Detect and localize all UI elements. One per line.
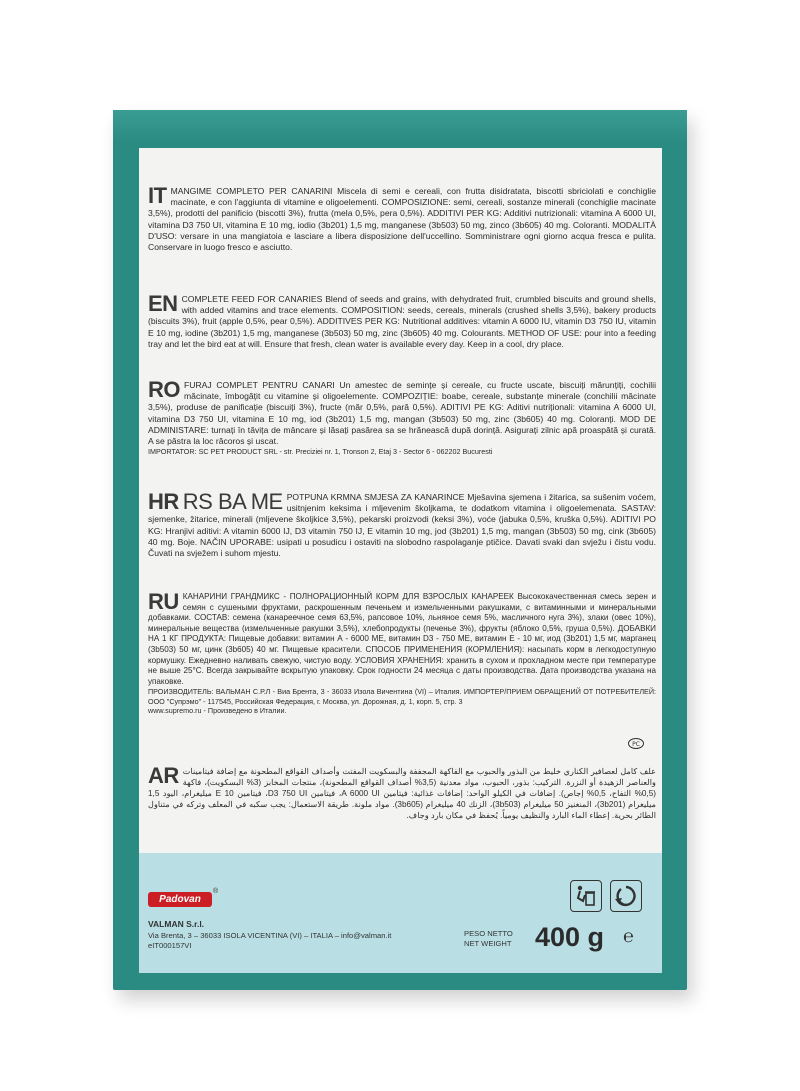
net-weight-label-it: PESO NETTO: [464, 929, 513, 938]
section-ru-text: КАНАРИНИ ГРАНДМИКС - ПОЛНОРАЦИОННЫЙ КОРМ ДЛЯ ВЗРОСЛЫХ КАНАРЕЕК Высококачественная смесь зерен и семян с сушеными фруктами, раскрошенным печеньем и измельченными ракушками, с витаминными и минеральными добавками. СОСТАВ: семена (канареечное семя 63,5%, рапсовое 10%, льняное семя 5%, масличного нуга 3%), злаки (овес 10%), минеральные вещества (измельченные ракушки 3,5%), хлебопродукты (печенье 3%), фрукты (яблоко 0,5%, груша 0,5%). ДОБАВКИ НА 1 КГ ПРОДУКТА: Пищевые добавки: витамин А - 6000 МЕ, витамин D3 - 750 МЕ, витамин Е - 10 мг, иод (3b201) 1,5 мг, марганец (3b503) 50 мг, цинк (3b605) 40 мг. Пищевые красители. СПОСОБ ПРИМЕНЕНИЯ (КОРМЛЕНИЯ): насыпать корм в легкодоступную кормушку. Ежедневно наливать свежую, чистую воду. УСЛОВИЯ ХРАНЕНИЯ: хранить в сухом и прохладном месте при температуре не выше 25°С. Всегда закрывайте вскрытую упаковку. Срок годности 24 месяца с даты производства. Дата производства указана на упаковке.: [148, 592, 656, 686]
section-ro-text: FURAJ COMPLET PENTRU CANARI Un amestec de semințe și cereale, cu fructe uscate, biscuiți mărunțiți, cochilii măcinate, îmbogățit cu vitamine și oligoelemente. COMPOZIȚIE: boabe, cereale, substanțe minerale (conchilii măcinate 3,5%), produse de panificație (biscuiți 3%), fructe (măr 0,5%, pară 0,5%). ADITIVI PE KG: Aditivi nutriționali: vitamina A 6000 UI, vitamina D3 750 UI, vitamina E 10 mg, iod (3b201) 1,5 mg, mangan (3b503) 50 mg, zinc (3b605) 40 mg. Coloranți. MOD DE ADMINISTARE: turnați în tăvița de mâncare și lăsați pasărea sa se hrănească după dorință. Asigurați zilnic apă proaspătă și curată. A se păstra la loc răcoros și uscat.: [148, 380, 656, 447]
language-code-ro: RO: [148, 377, 180, 402]
estimated-sign-icon: ℮: [623, 926, 634, 946]
padovan-logo: Padovan: [148, 892, 212, 907]
net-weight-label-en: NET WEIGHT: [464, 939, 512, 948]
section-ar-text: علف كامل لعصافير الكناري خليط من البذور والحبوب مع الفاكهة المجففة والبسكويت المفتت وأصداف القواقع المطحونة مع إضافة فيتامينات والعناصر الزهيدة أو النزرة. التركيب: بذور، الحبوب، مواد معدنية (3,5% أصداف القواقع المطحونة)، منتجات المخابز (3% البسكويت)، فاكهة (0,5% التفاح، 0,5% إجاص). إضافات في الكيلو الواحد: إضافات غذائية: فيتامين A 6000 UI، فيتامين D3 750 UI، فيتامين E 10 ميليغرام، اليود 1,5 ميليغرام (3b201)، المنغنيز 50 ميليغرام (3b503)، الزنك 40 ميليغرام (3b605). مواد ملونة. طريقة الاستعمال: يجب سكبه في المعلف وتركه في متناول الطائر بحرية. إعطاء الماء البارد والنظيف يومياً. يُحفظ في مكان بارد وجاف.: [148, 767, 656, 820]
section-hr-text: POTPUNA KRMNA SMJESA ZA KANARINCE Mješavina sjemena i žitarica, sa sušenim voćem, usitnjenim keksima i mljevenim školjkama, te dodatkom vitamina i oligoelemenata. SASTAV: sjemenke, žitarice, minerali (mljevene školjkice 3,5%), pekarski proizvodi (keksi 3%), voće (jabuka 0,5%, kruška 0,5%). ADITIVI PO KG: Hranjivi aditivi: A vitamin 6000 IJ, D3 vitamin 750 IJ, E vitamin 10 mg, jod (3b201) 1,5 mg, mangan (3b503) 50 mg, cink (3b605) 40 mg. Boje. NAČIN UPORABE: usipati u posudicu i ostaviti na slobodno raspolaganje ptičice. Davati svaki dan svježu i čistu vodu. Čuvati na svježem i suhom mjestu.: [148, 492, 656, 559]
company-name: VALMAN S.r.l.: [148, 919, 205, 929]
section-ro: [148, 377, 656, 457]
package-lid: [113, 110, 687, 142]
section-ar: [148, 763, 656, 821]
section-ru-site: www.supremo.ru - Произведено в Италии.: [148, 706, 287, 716]
company-address: [148, 931, 391, 951]
address-line-2: eIT000157VI: [148, 941, 192, 950]
section-hr: [148, 489, 656, 559]
tidy-man-bin-icon: [570, 880, 602, 912]
section-it-text: MANGIME COMPLETO PER CANARINI Miscela di semi e cereali, con frutta disidratata, biscotti sbriciolati e conchiglie macinate, e con l'aggiunta di vitamine e oligoelementi. COMPOSIZIONE: semi, cereali, sostanze minerali (conchiglie macinate 3,5%), prodotti del panificio (biscotti 3%), frutta (mela 0,5%, pera 0,5%). ADDITIVI PER KG: Additivi nutrizionali: vitamina A 6000 UI, vitamina D3 750 UI, vitamina E 10 mg, iodio (3b201) 1,5 mg, manganese (3b503) 50 mg, zinco (3b605) 40 mg. Coloranti. MODALITÀ D'USO: versare in una mangiatoia e lasciare a libera disposizione dell'uccellino. Somministrare ogni giorno acqua fresca e pulita. Conservare in luogo fresco e asciutto.: [148, 186, 656, 253]
section-ro-importer: IMPORTATOR: SC PET PRODUCT SRL - str. Preciziei nr. 1, Tronson 2, Etaj 3 - Sector 6 - 062202 Bucuresti: [148, 447, 493, 457]
language-code-ru: RU: [148, 589, 179, 614]
language-code-it: IT: [148, 183, 167, 208]
language-codes-rs-ba-me: RS BA ME: [182, 489, 283, 514]
address-line-1: Via Brenta, 3 – 36033 ISOLA VICENTINA (VI) – ITALIA – info@valman.it: [148, 931, 392, 940]
section-en-text: COMPLETE FEED FOR CANARIES Blend of seeds and grains, with dehydrated fruit, crumbled biscuits and ground shells, with added vitamins and trace elements. COMPOSITION: seeds, cereals, minerals (crushed shells 3,5%), bakery products (biscuits 3%), fruit (apple 0,5%, pear 0,5%). ADDITIVES PER KG: Nutritional additives: vitamin A 6000 IU, vitamin D3 750 IU, vitamin E 10 mg, iodine (3b201) 1,5 mg, manganese (3b503) 50 mg, zinc (3b605) 40 mg. Colourants. METHOD OF USE: pour into a feeding tray and let the bird eat at will. Ensure that fresh, clean water is available every day. Keep in a cool, dry place.: [148, 294, 656, 349]
eac-mark-icon: [628, 738, 644, 749]
section-en: [148, 291, 656, 350]
section-it: [148, 183, 656, 253]
recycle-icon: [610, 880, 642, 912]
language-code-en: EN: [148, 291, 178, 316]
section-ru: [148, 589, 656, 716]
language-code-ar: AR: [148, 763, 179, 788]
footer-band: [139, 853, 662, 973]
language-code-hr: HR: [148, 489, 179, 514]
net-weight-label: [464, 929, 513, 949]
net-weight-value: 400 g: [535, 922, 605, 952]
section-ru-importer: ПРОИЗВОДИТЕЛЬ: ВАЛЬМАН С.Р.Л - Виа Брента, 3 - 36033 Изола Вичентина (VI) – Италия. ИМПОРТЕР/ПРИЕМ ОБРАЩЕНИЙ ОТ ПОТРЕБИТЕЛЕЙ: ООО "Супрэмо" - 117545, Российская Федерация, г. Москва, ул. Дорожная, д. 1, корп. 5, стр. 3: [148, 687, 656, 706]
registered-mark: ®: [213, 888, 219, 895]
svg-text:PC: PC: [632, 741, 640, 748]
